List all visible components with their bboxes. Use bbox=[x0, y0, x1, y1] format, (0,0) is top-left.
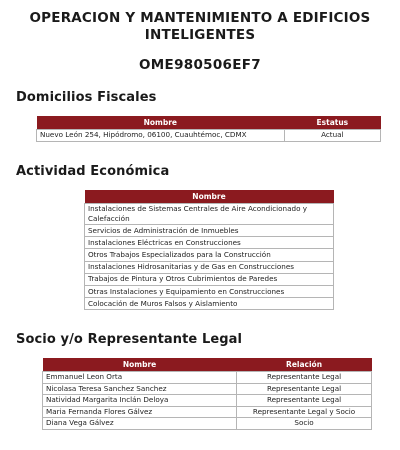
actividad-cell: Instalaciones Hidrosanitarias y de Gas en Construcciones bbox=[85, 261, 334, 273]
table-row bbox=[85, 261, 334, 273]
table-header-row bbox=[85, 190, 334, 204]
actividad-cell: Instalaciones Eléctricas en Construcciones bbox=[85, 237, 334, 249]
actividad-table bbox=[84, 190, 334, 310]
estatus-cell: Actual bbox=[284, 130, 380, 142]
socio-relacion-cell: Representante Legal y Socio bbox=[237, 406, 372, 418]
socio-relacion-cell: Representante Legal bbox=[237, 383, 372, 395]
socios-table bbox=[42, 358, 372, 430]
socio-relacion-cell: Socio bbox=[237, 418, 372, 430]
actividad-cell: Servicios de Administración de Inmuebles bbox=[85, 225, 334, 237]
table-row bbox=[85, 249, 334, 261]
socio-relacion-cell: Representante Legal bbox=[237, 372, 372, 384]
table-row bbox=[85, 285, 334, 297]
table-row bbox=[43, 395, 372, 407]
column-header-estatus: Estatus bbox=[284, 116, 380, 130]
table-row bbox=[85, 273, 334, 285]
domicilios-table bbox=[36, 116, 381, 142]
socio-relacion-cell: Representante Legal bbox=[237, 395, 372, 407]
actividad-cell: Colocación de Muros Falsos y Aislamiento bbox=[85, 298, 334, 310]
table-row bbox=[85, 298, 334, 310]
socio-nombre-cell: Maria Fernanda Flores Gálvez bbox=[43, 406, 237, 418]
table-row bbox=[43, 372, 372, 384]
socio-nombre-cell: Emmanuel Leon Orta bbox=[43, 372, 237, 384]
table-row bbox=[43, 383, 372, 395]
domicilio-cell: Nuevo León 254, Hipódromo, 06100, Cuauhtémoc, CDMX bbox=[37, 130, 285, 142]
table-row bbox=[85, 225, 334, 237]
actividad-cell: Otros Trabajos Especializados para la Construcción bbox=[85, 249, 334, 261]
table-row bbox=[43, 418, 372, 430]
actividad-cell: Otras Instalaciones y Equipamiento en Construcciones bbox=[85, 285, 334, 297]
actividad-cell: Instalaciones de Sistemas Centrales de Aire Acondicionado y Calefacción bbox=[85, 204, 334, 225]
page-title: OPERACION Y MANTENIMIENTO A EDIFICIOS INTELIGENTES bbox=[29, 10, 371, 43]
socio-nombre-cell: Natividad Margarita Inclán Deloya bbox=[43, 395, 237, 407]
table-row bbox=[37, 130, 381, 142]
socios-heading: Socio y/o Representante Legal bbox=[16, 332, 243, 347]
column-header-nombre: Nombre bbox=[43, 358, 237, 372]
table-header-row bbox=[43, 358, 372, 372]
column-header-relacion: Relación bbox=[237, 358, 372, 372]
domicilios-heading: Domicilios Fiscales bbox=[16, 90, 157, 105]
table-row bbox=[85, 237, 334, 249]
rfc-code: OME980506EF7 bbox=[139, 57, 261, 73]
column-header-nombre: Nombre bbox=[37, 116, 285, 130]
socio-nombre-cell: Diana Vega Gálvez bbox=[43, 418, 237, 430]
actividad-cell: Trabajos de Pintura y Otros Cubrimientos de Paredes bbox=[85, 273, 334, 285]
actividad-heading: Actividad Económica bbox=[16, 164, 170, 179]
table-row bbox=[85, 204, 334, 225]
column-header-nombre: Nombre bbox=[85, 190, 334, 204]
socio-nombre-cell: Nicolasa Teresa Sanchez Sanchez bbox=[43, 383, 237, 395]
table-row bbox=[43, 406, 372, 418]
table-header-row bbox=[37, 116, 381, 130]
